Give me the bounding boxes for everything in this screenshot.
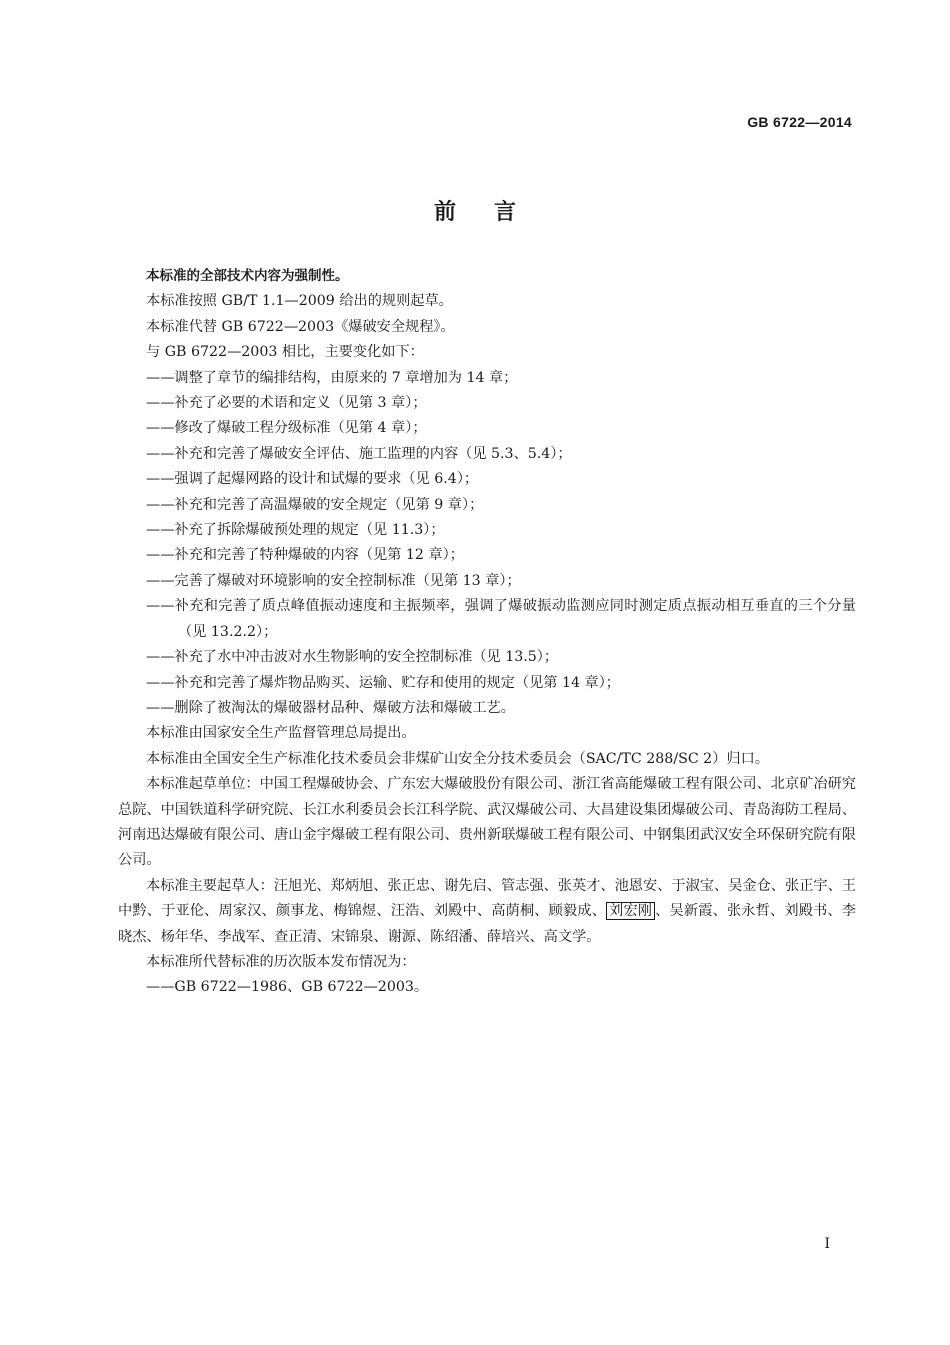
history-lead: 本标准所代替标准的历次版本发布情况为：: [146, 953, 416, 970]
change-item: ——修改了爆破工程分级标准（见第 4 章）；: [146, 420, 427, 437]
page-number: I: [824, 1236, 830, 1252]
drafters: [118, 874, 856, 950]
change-item: ——补充和完善了爆破安全评估、施工监理的内容（见 5.3、5.4）；: [146, 445, 572, 462]
change-item: ——补充和完善了质点峰值振动速度和主振频率，强调了爆破振动监测应同时测定质点振动相互垂直的三个分量（见 13.2.2）；: [146, 598, 856, 640]
change-item: ——补充和完善了爆炸物品购买、运输、贮存和使用的规定（见第 14 章）；: [146, 674, 620, 691]
change-item: ——补充了水中冲击波对水生物影响的安全控制标准（见 13.5）；: [146, 649, 559, 666]
drafting-units: 本标准起草单位：中国工程爆破协会、广东宏大爆破股份有限公司、浙江省高能爆破工程有限公司、北京矿冶研究总院、中国铁道科学研究院、长江水利委员会长江科学院、武汉爆破公司、大昌建设集团爆破公司、青岛海防工程局、河南迅达爆破有限公司、唐山金宇爆破工程有限公司、贵州新联爆破工程有限公司、中钢集团武汉安全环保研究院有限公司。: [118, 776, 856, 869]
change-item: ——删除了被淘汰的爆破器材品种、爆破方法和爆破工艺。: [146, 699, 515, 716]
change-item: ——补充和完善了高温爆破的安全规定（见第 9 章）；: [146, 496, 484, 513]
foreword-body: [118, 264, 856, 1001]
drafters-text-after: 、吴新霞、张永哲、刘殿书、李晓杰、杨年华、李战军、查正清、宋锦泉、谢源、陈绍潘、薛培兴、高文学。: [118, 903, 856, 945]
boxed-drafter-name: 刘宏刚: [606, 902, 655, 920]
history-versions: ——GB 6722—1986、GB 6722—2003。: [146, 979, 429, 996]
change-item: ——强调了起爆网路的设计和试爆的要求（见 6.4）；: [146, 471, 479, 488]
standard-code: GB 6722—2014: [747, 114, 852, 130]
change-item: ——调整了章节的编排结构，由原来的 7 章增加为 14 章；: [146, 369, 518, 386]
mandatory-statement: 本标准的全部技术内容为强制性。: [146, 268, 349, 284]
change-item: ——补充和完善了特种爆破的内容（见第 12 章）；: [146, 547, 464, 564]
drafting-rules: 本标准按照 GB/T 1.1—2009 给出的规则起草。: [146, 293, 453, 310]
changes-lead: 与 GB 6722—2003 相比，主要变化如下：: [146, 344, 424, 361]
page-title: 前言: [433, 200, 554, 225]
managed-by: 本标准由全国安全生产标准化技术委员会非煤矿山安全分技术委员会（SAC/TC 288/SC 2）归口。: [146, 750, 769, 767]
proposed-by: 本标准由国家安全生产监督管理总局提出。: [146, 725, 416, 742]
drafters-text-before: 本标准主要起草人：汪旭光、郑炳旭、张正忠、谢先启、管志强、张英才、池恩安、于淑宝、吴金仓、张正宇、王中黔、于亚伦、周家汉、颜事龙、梅锦煜、汪浩、刘殿中、高荫桐、顾毅成、: [118, 877, 856, 920]
change-item: ——完善了爆破对环境影响的安全控制标准（见第 13 章）；: [146, 572, 521, 589]
change-item: ——补充了拆除爆破预处理的规定（见 11.3）；: [146, 522, 445, 539]
replacement-statement: 本标准代替 GB 6722—2003《爆破安全规程》。: [146, 318, 455, 335]
change-item: ——补充了必要的术语和定义（见第 3 章）；: [146, 395, 427, 412]
